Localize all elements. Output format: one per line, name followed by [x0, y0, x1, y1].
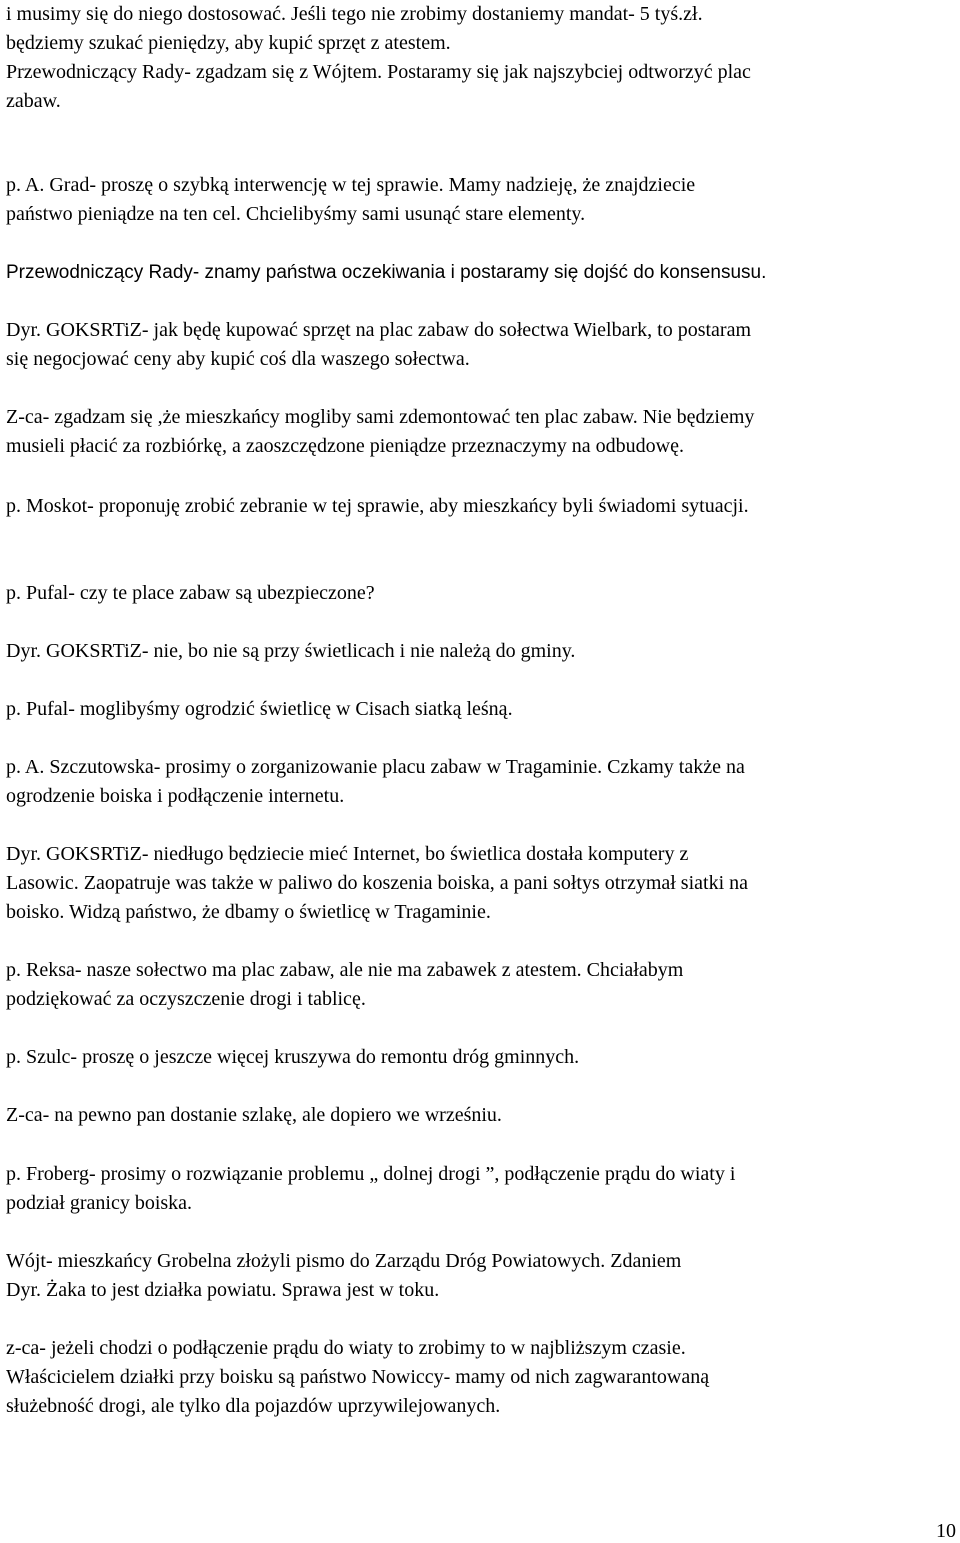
paragraph-line: z-ca- jeżeli chodzi o podłączenie prądu do wiaty to zrobimy to w najbliższym czasie. — [6, 1337, 686, 1359]
paragraph-line: Dyr. GOKSRTiZ- jak będę kupować sprzęt na plac zabaw do sołectwa Wielbark, to postaram — [6, 319, 752, 341]
paragraph-line: Dyr. GOKSRTiZ- niedługo będziecie mieć Internet, bo świetlica dostała komputery z — [6, 843, 689, 865]
paragraph-line: państwo pieniądze na ten cel. Chcielibyśmy sami usunąć stare elementy. — [6, 203, 586, 225]
paragraph-8 — [6, 579, 956, 608]
paragraph-line: Dyr. Żaka to jest działka powiatu. Sprawa jest w toku. — [6, 1279, 440, 1301]
paragraph-line: zabaw. — [6, 90, 61, 112]
paragraph-line: p. Pufal- czy te place zabaw są ubezpieczone? — [6, 582, 375, 604]
paragraph-line: Dyr. GOKSRTiZ- nie, bo nie są przy świetlicach i nie należą do gminy. — [6, 640, 576, 662]
paragraph-line: p. Szulc- proszę o jeszcze więcej kruszywa do remontu dróg gminnych. — [6, 1046, 580, 1068]
paragraph-12 — [6, 840, 956, 927]
paragraph-11 — [6, 753, 956, 811]
page-number: 10 — [936, 1520, 956, 1542]
paragraph-line: służebność drogi, ale tylko dla pojazdów uprzywilejowanych. — [6, 1395, 501, 1417]
paragraph-line: Wójt- mieszkańcy Grobelna złożyli pismo do Zarządu Dróg Powiatowych. Zdaniem — [6, 1250, 682, 1272]
paragraph-line: Przewodniczący Rady- znamy państwa oczekiwania i postaramy się dojść do konsensusu. — [6, 262, 767, 283]
paragraph-line: ogrodzenie boiska i podłączenie internetu. — [6, 785, 345, 807]
paragraph-4 — [6, 258, 956, 287]
paragraph-line: podziękować za oczyszczenie drogi i tablicę. — [6, 988, 366, 1010]
paragraph-13 — [6, 956, 956, 1014]
paragraph-line: Przewodniczący Rady- zgadzam się z Wójtem. Postaramy się jak najszybciej odtworzyć plac — [6, 61, 751, 83]
paragraph-17 — [6, 1247, 956, 1305]
paragraph-7 — [6, 492, 956, 521]
paragraph-line: Z-ca- zgadzam się ,że mieszkańcy mogliby sami zdemontować ten plac zabaw. Nie będziemy — [6, 406, 755, 428]
paragraph-18 — [6, 1334, 956, 1421]
paragraph-1 — [6, 0, 956, 58]
paragraph-2 — [6, 58, 956, 116]
paragraph-16 — [6, 1160, 956, 1218]
paragraph-15 — [6, 1101, 956, 1130]
paragraph-line: boisko. Widzą państwo, że dbamy o świetlicę w Tragaminie. — [6, 901, 491, 923]
paragraph-10 — [6, 695, 956, 724]
paragraph-line: p. Reksa- nasze sołectwo ma plac zabaw, ale nie ma zabawek z atestem. Chciałabym — [6, 959, 684, 981]
paragraph-9 — [6, 637, 956, 666]
paragraph-line: podział granicy boiska. — [6, 1192, 193, 1214]
paragraph-line: Lasowic. Zaopatruje was także w paliwo do koszenia boiska, a pani sołtys otrzymał siatki na — [6, 872, 749, 894]
paragraph-14 — [6, 1043, 956, 1072]
paragraph-line: p. Moskot- proponuję zrobić zebranie w tej sprawie, aby mieszkańcy byli świadomi sytuacji. — [6, 495, 749, 517]
paragraph-line: p. A. Grad- proszę o szybką interwencję w tej sprawie. Mamy nadzieję, że znajdziecie — [6, 174, 696, 196]
paragraph-6 — [6, 403, 956, 461]
paragraph-line: p. Froberg- prosimy o rozwiązanie problemu „ dolnej drogi ”, podłączenie prądu do wiaty i — [6, 1163, 736, 1185]
paragraph-line: Z-ca- na pewno pan dostanie szlakę, ale dopiero we wrześniu. — [6, 1104, 502, 1126]
paragraph-line: i musimy się do niego dostosować. Jeśli tego nie zrobimy dostaniemy mandat- 5 tyś.zł. — [6, 3, 703, 25]
paragraph-line: p. A. Szczutowska- prosimy o zorganizowanie placu zabaw w Tragaminie. Czkamy także na — [6, 756, 745, 778]
paragraph-line: musieli płacić za rozbiórkę, a zaoszczędzone pieniądze przeznaczymy na odbudowę. — [6, 435, 684, 457]
paragraph-line: się negocjować ceny aby kupić coś dla waszego sołectwa. — [6, 348, 470, 370]
paragraph-line: Właścicielem działki przy boisku są państwo Nowiccy- mamy od nich zagwarantowaną — [6, 1366, 710, 1388]
paragraph-line: będziemy szukać pieniędzy, aby kupić sprzęt z atestem. — [6, 32, 451, 54]
paragraph-5 — [6, 316, 956, 374]
paragraph-3 — [6, 171, 956, 229]
paragraph-line: p. Pufal- moglibyśmy ogrodzić świetlicę w Cisach siatką leśną. — [6, 698, 513, 720]
